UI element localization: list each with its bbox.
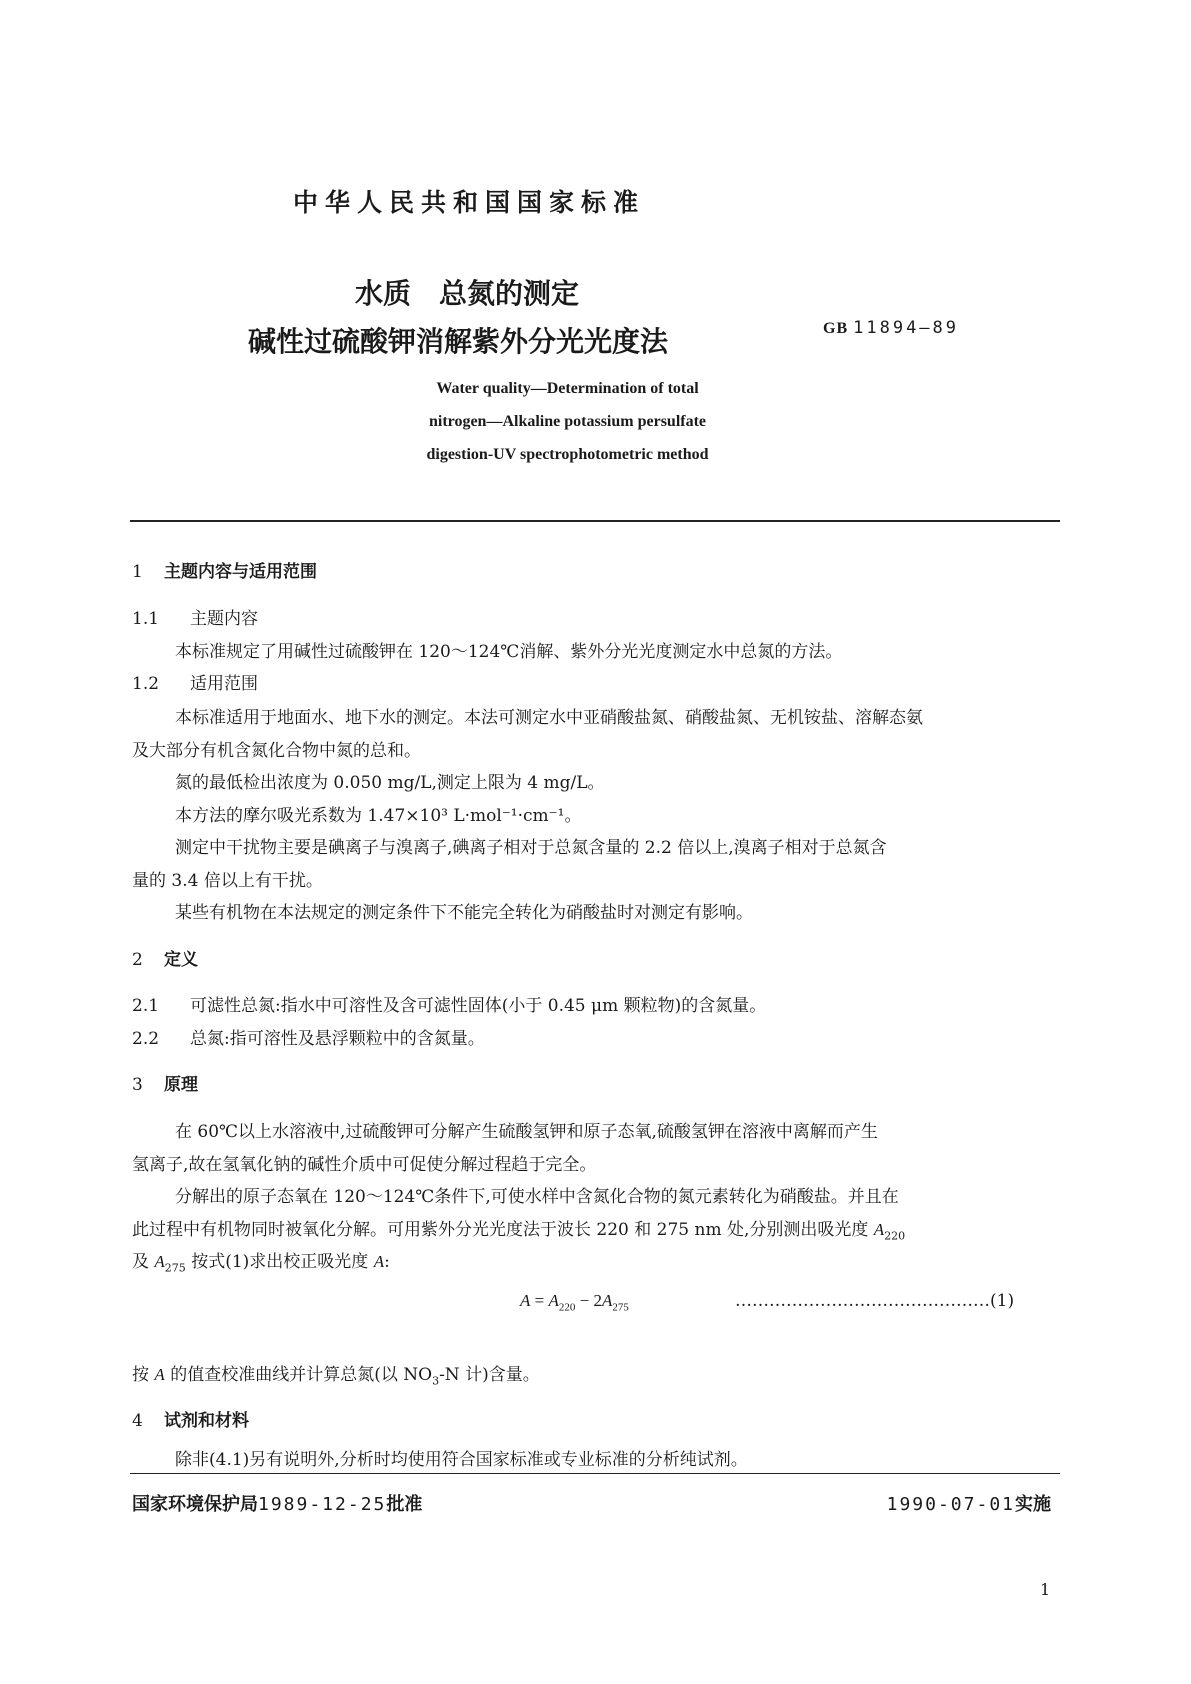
subsection-number: 2.1 — [132, 996, 160, 1016]
paragraph: 某些有机物在本法规定的测定条件下不能完全转化为硝酸盐时对测定有影响。 — [175, 903, 753, 923]
standard-code — [823, 318, 959, 338]
subsection-title: 适用范围 — [190, 674, 258, 694]
subsection-number: 1.2 — [132, 674, 160, 694]
subscript: 275 — [612, 1301, 629, 1314]
subsection-number: 1.1 — [132, 609, 160, 629]
title-line-1: 水质 总氮的测定 — [355, 277, 580, 310]
effective-line — [887, 1490, 1051, 1516]
paragraph: 本标准规定了用碱性过硫酸钾在 120～124℃消解、紫外分光光度测定水中总氮的方法。 — [175, 642, 843, 662]
section-title: 试剂和材料 — [164, 1411, 249, 1431]
paragraph-continued: 氢离子,故在氢氧化钠的碱性介质中可促使分解过程趋于完全。 — [132, 1155, 597, 1175]
page-number: 1 — [1040, 1580, 1051, 1599]
definition-2-2 — [132, 1024, 485, 1049]
english-title-line-3: digestion-UV spectrophotometric method — [426, 446, 709, 463]
section-1-heading — [132, 557, 317, 582]
subscript: 3 — [432, 1374, 440, 1388]
subsection-title: 主题内容 — [190, 609, 258, 629]
national-standard-header: 中华人民共和国国家标准 — [293, 188, 646, 217]
symbol-a: A — [154, 1252, 165, 1271]
paragraph: 在 60℃以上水溶液中,过硫酸钾可分解产生硫酸氢钾和原子态氧,硫酸氢钾在溶液中离解而产生 — [175, 1122, 878, 1142]
section-number: 2 — [132, 950, 143, 970]
symbol-a: A — [154, 1365, 165, 1384]
paragraph: 分解出的原子态氧在 120～124℃条件下,可使水样中含氮化合物的氮元素转化为硝酸盐。并且在 — [175, 1187, 899, 1207]
subscript: 220 — [884, 1229, 906, 1243]
subscript: 275 — [164, 1261, 186, 1275]
paragraph-continued: 及大部分有机含氮化合物中氮的总和。 — [132, 741, 421, 761]
paragraph-continued — [132, 1215, 905, 1242]
text-run: 及 — [132, 1252, 155, 1272]
paragraph: 测定中干扰物主要是碘离子与溴离子,碘离子相对于总氮含量的 2.2 倍以上,溴离子相对于总氮含 — [175, 838, 887, 858]
section-title: 定义 — [164, 950, 198, 970]
equation — [520, 1291, 629, 1313]
code-prefix: GB — [823, 320, 849, 337]
approve-date: 1989-12-25 — [258, 1494, 387, 1515]
definition-text: 可滤性总氮:指水中可溶性及含可滤性固体(小于 0.45 μm 颗粒物)的含氮量。 — [190, 996, 767, 1016]
top-divider — [130, 520, 1060, 522]
approver: 国家环境保护局 — [132, 1494, 258, 1515]
paragraph: 氮的最低检出浓度为 0.050 mg/L,测定上限为 4 mg/L。 — [175, 773, 605, 793]
paragraph — [132, 1360, 540, 1387]
paragraph: 本标准适用于地面水、地下水的测定。本法可测定水中亚硝酸盐氮、硝酸盐氮、无机铵盐、溶解态氨 — [175, 708, 923, 728]
definition-text: 总氮:指可溶性及悬浮颗粒中的含氮量。 — [190, 1029, 485, 1049]
subsection-1-2-heading — [132, 669, 258, 694]
english-title-line-1: Water quality—Determination of total — [436, 380, 699, 397]
equation-number — [735, 1291, 1014, 1311]
text-run: 此过程中有机物同时被氧化分解。可用紫外分光光度法于波长 220 和 275 nm 处,分别测出吸光度 — [132, 1220, 874, 1240]
paragraph: 除非(4.1)另有说明外,分析时均使用符合国家标准或专业标准的分析纯试剂。 — [175, 1450, 748, 1470]
section-4-heading — [132, 1406, 249, 1431]
title-line-2: 碱性过硫酸钾消解紫外分光光度法 — [248, 325, 669, 358]
eq-lhs: A — [520, 1291, 531, 1310]
eq-minus: − 2 — [575, 1291, 602, 1310]
text-run: 的值查校准曲线并计算总氮(以 NO — [164, 1365, 433, 1385]
colon: : — [384, 1252, 390, 1272]
eq-label: (1) — [990, 1291, 1015, 1311]
text-run: -N 计)含量。 — [439, 1365, 540, 1385]
symbol-a: A — [373, 1252, 385, 1271]
section-title: 主题内容与适用范围 — [164, 562, 317, 582]
symbol-a: A — [873, 1220, 885, 1239]
section-3-heading — [132, 1070, 198, 1095]
effective-date: 1990-07-01 — [886, 1494, 1015, 1515]
text-run: 按式(1)求出校正吸光度 — [185, 1252, 374, 1272]
subsection-1-1-heading — [132, 604, 258, 629]
symbol-a: A — [548, 1291, 559, 1310]
section-number: 4 — [132, 1411, 143, 1431]
paragraph-continued: 量的 3.4 倍以上有干扰。 — [132, 871, 323, 891]
leader-dots: ……………………………………… — [735, 1291, 990, 1311]
eq-equals: = — [530, 1291, 549, 1310]
definition-2-1 — [132, 991, 766, 1016]
subsection-number: 2.2 — [132, 1029, 160, 1049]
paragraph: 本方法的摩尔吸光系数为 1.47×10³ L·mol⁻¹·cm⁻¹。 — [175, 806, 582, 826]
effective-label: 实施 — [1015, 1494, 1051, 1515]
bottom-divider — [130, 1473, 1060, 1474]
approve-label: 批准 — [386, 1494, 423, 1515]
subscript: 220 — [558, 1301, 576, 1314]
text-run: 按 — [132, 1365, 155, 1385]
approval-line — [132, 1490, 422, 1516]
symbol-a: A — [601, 1291, 613, 1310]
section-2-heading — [132, 945, 198, 970]
section-title: 原理 — [164, 1075, 198, 1095]
code-number: 11894—89 — [853, 318, 960, 338]
paragraph-continued — [132, 1247, 390, 1274]
english-title-line-2: nitrogen—Alkaline potassium persulfate — [428, 413, 707, 430]
section-number: 3 — [132, 1075, 143, 1095]
section-number: 1 — [132, 562, 143, 582]
